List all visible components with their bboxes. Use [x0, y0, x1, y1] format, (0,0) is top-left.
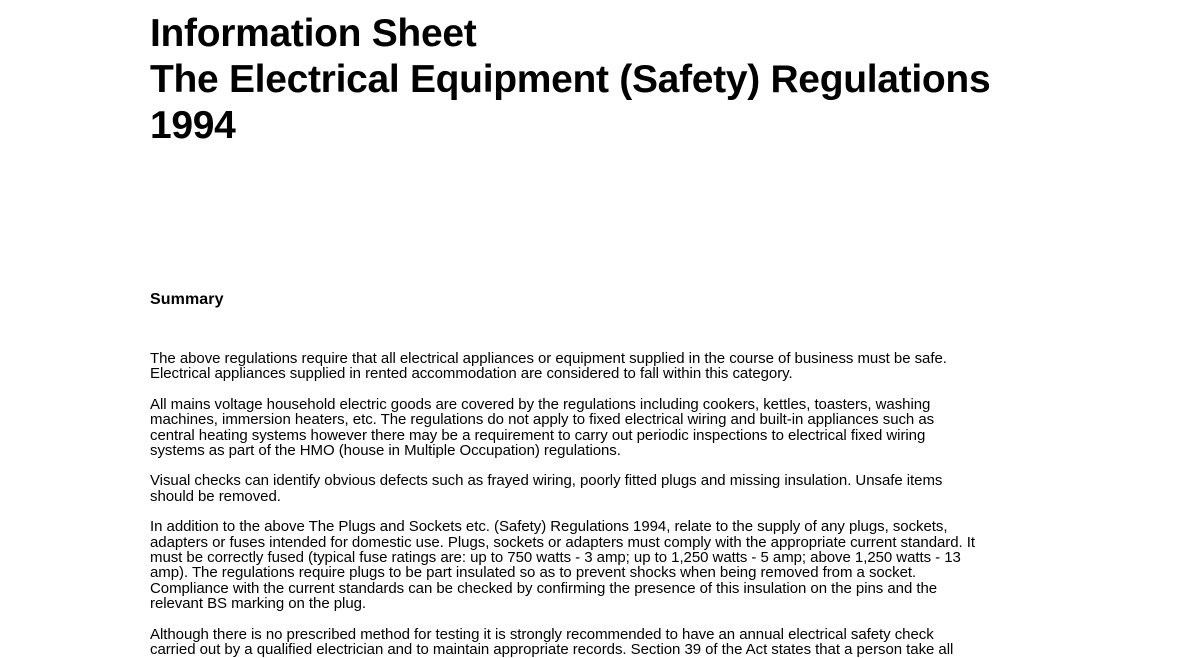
paragraph-line: Visual checks can identify obvious defects such as frayed wiring, poorly fitted plugs and missing insulation. Unsafe items [150, 472, 943, 490]
paragraph-line: must be correctly fused (typical fuse ratings are: up to 750 watts - 3 amp; up to 1,250 watts - 5 amp; above 1,250 watts - 13 [150, 549, 961, 567]
page-title-line-3: 1994 [150, 104, 236, 147]
paragraph-line: carried out by a qualified electrician and to maintain appropriate records. Section 39 of the Act states that a person take all [150, 641, 954, 658]
paragraph-line: Electrical appliances supplied in rented accommodation are considered to fall within this category. [150, 365, 793, 383]
paragraph-line: systems as part of the HMO (house in Multiple Occupation) regulations. [150, 442, 621, 460]
paragraph-line: The above regulations require that all electrical appliances or equipment supplied in the course of business must be safe. [150, 350, 947, 367]
paragraph-visual-checks [150, 473, 1040, 504]
paragraph-plugs-and-sockets [150, 519, 1040, 611]
paragraph-line: amp). The regulations require plugs to be part insulated so as to prevent shocks when being removed from a socket. [150, 564, 917, 582]
page-title [150, 0, 1040, 149]
page-title-line-2: The Electrical Equipment (Safety) Regulations [150, 58, 991, 101]
paragraph-line: Compliance with the current standards can be checked by confirming the presence of this insulation on the pins and the [150, 579, 938, 597]
paragraph-line: central heating systems however there may be a requirement to carry out periodic inspections to electrical fixed wiring [150, 426, 926, 444]
paragraph-line: machines, immersion heaters, etc. The regulations do not apply to fixed electrical wiring and built-in appliances such as [150, 411, 935, 429]
paragraph-line: In addition to the above The Plugs and Sockets etc. (Safety) Regulations 1994, relate to the supply of any plugs, sockets, [150, 518, 948, 536]
document-content [150, 0, 1040, 658]
paragraph-line: Although there is no prescribed method for testing it is strongly recommended to have an annual electrical safety check [150, 625, 934, 643]
section-heading-summary: Summary [150, 291, 224, 308]
paragraph-line: adapters or fuses intended for domestic use. Plugs, sockets or adapters must comply with the appropriate current standard. It [150, 533, 976, 551]
paragraph-mains-voltage-goods [150, 397, 1040, 459]
paragraph-above-regulations [150, 351, 1040, 382]
body-copy [150, 310, 1040, 658]
paragraph-annual-safety-check [150, 627, 1040, 658]
paragraph-line: All mains voltage household electric goods are covered by the regulations including cookers, kettles, toasters, washing [150, 395, 931, 413]
paragraph-line: relevant BS marking on the plug. [150, 595, 367, 613]
page-title-line-1: Information Sheet [150, 12, 477, 55]
paragraph-line: should be removed. [150, 487, 281, 505]
